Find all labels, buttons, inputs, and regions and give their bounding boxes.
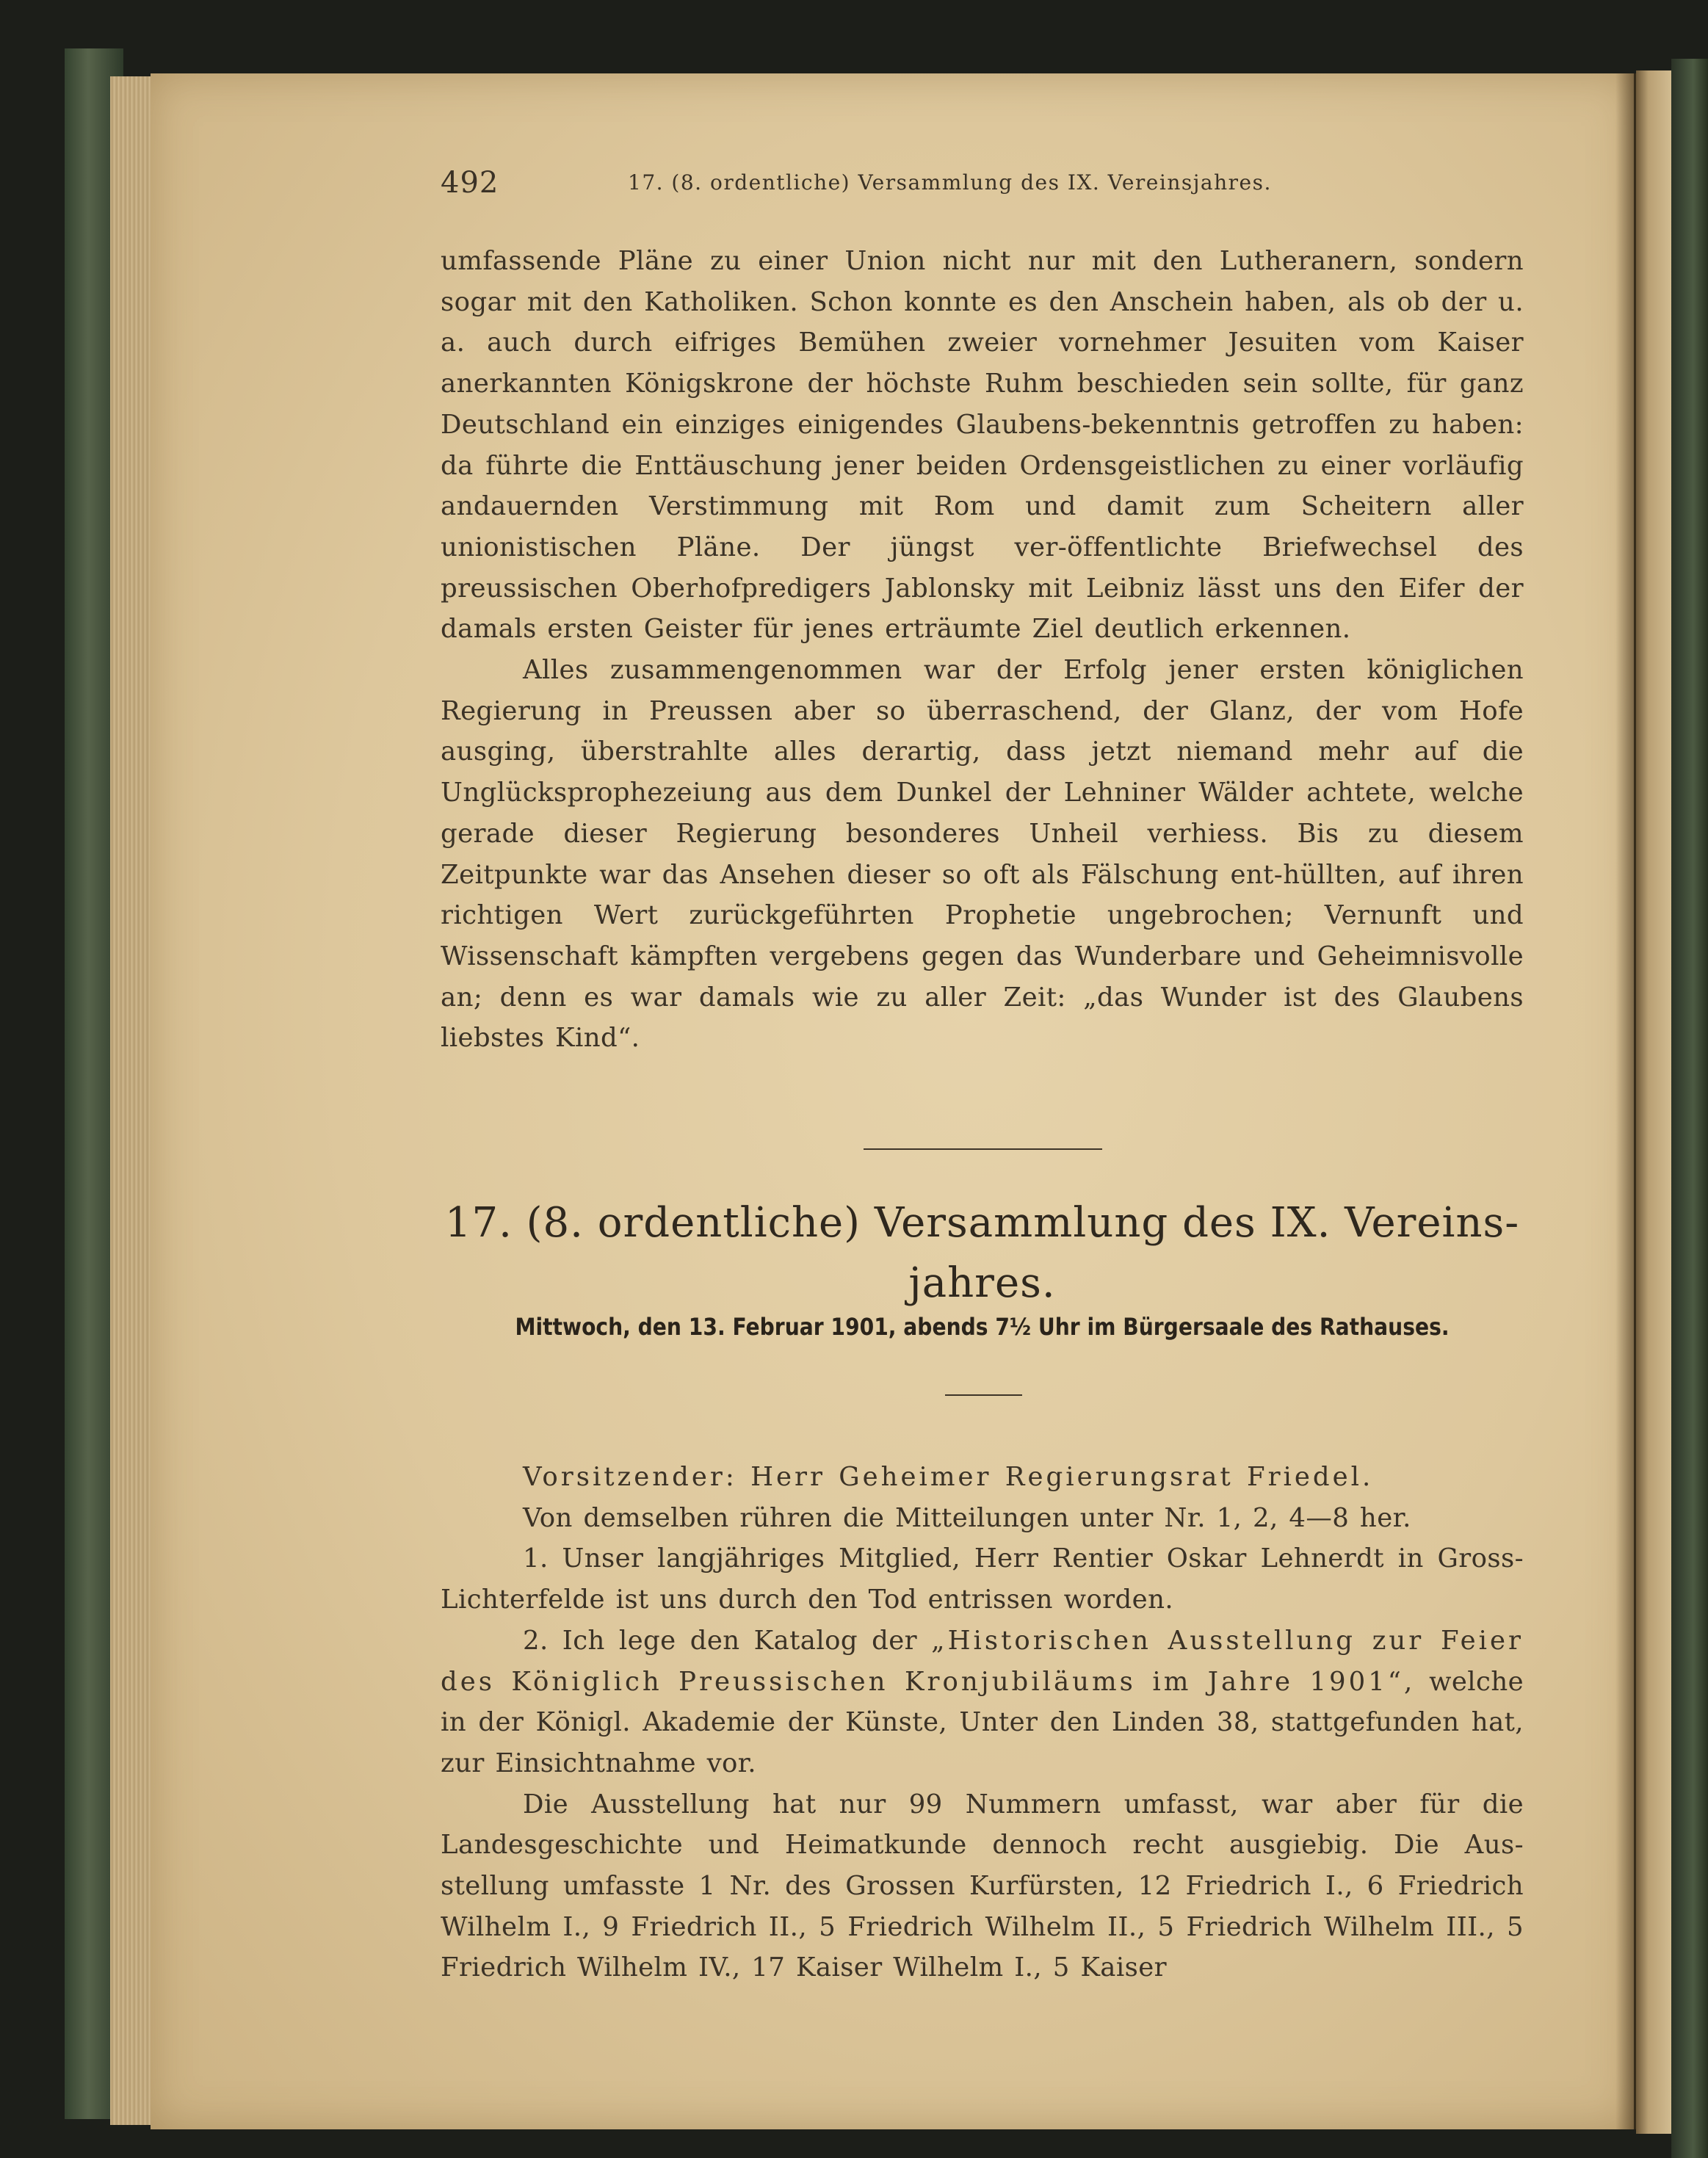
running-head — [441, 162, 1524, 201]
chair-text: Vorsitzender: Herr Geheimer Regierungsrat Friedel. — [523, 1462, 1374, 1492]
item-2-pre: 2. Ich lege den Katalog der — [523, 1625, 932, 1656]
item-1: 1. Unser langjähriges Mitglied, Herr Rentier Oskar Lehnerdt in Gross-Lichterfelde ist uns durch den Tod entrissen worden. — [441, 1543, 1524, 1615]
note-line: Von demselben rühren die Mitteilungen unter Nr. 1, 2, 4—8 her. — [523, 1502, 1411, 1533]
item-2-catalog-title: „Historischen Ausstellung zur Feier des Königlich Preussischen Kronjubiläums im Jahre 1901“, — [441, 1625, 1524, 1697]
item-2 — [441, 1621, 1524, 1784]
page-number: 492 — [441, 166, 499, 200]
chair-line — [441, 1457, 1524, 1498]
section-divider — [864, 1148, 1102, 1150]
item-2-post: welche in der Königl. Akademie der Künste, Unter den Linden 38, stattgefunden hat, zur Einsichtnahme vor. — [441, 1666, 1524, 1778]
section-title-line-1: 17. (8. ordentliche) Versammlung des IX. Vereins- — [444, 1199, 1520, 1247]
running-head-title: 17. (8. ordentliche) Versammlung des IX. Vereinsjahres. — [628, 170, 1272, 195]
book-binding-right — [1671, 59, 1708, 2158]
exhibition-paragraph: Die Ausstellung hat nur 99 Nummern umfasst, war aber für die Landesgeschichte und Heimatkunde dennoch recht ausgiebig. Die Aus-stellung umfasste 1 Nr. des Grossen Kurfürsten, 12 Friedrich I., 6 Friedrich Wilhelm I., 9 Friedrich II., 5 Friedrich Wilhelm II., 5 Friedrich Wilhelm III., 5 Friedrich Wilhelm IV., 17 Kaiser Wilhelm I., 5 Kaiser — [441, 1789, 1524, 1983]
section-title-line-2: jahres. — [908, 1259, 1056, 1307]
paragraph-2: Alles zusammengenommen war der Erfolg jener ersten königlichen Regierung in Preussen aber so überraschend, der Glanz, der vom Hofe ausging, überstrahlte alles derartig, dass jetzt niemand mehr auf die Unglücksprophezeiung aus dem Dunkel der Lehniner Wälder achtete, welche gerade dieser Regierung besonderes Unheil verhiess. Bis zu diesem Zeitpunkte war das Ansehen dieser so oft als Fälschung ent-hüllten, auf ihren richtigen Wert zurückgeführten Prophetie ungebrochen; Vernunft und Wissenschaft kämpften vergebens gegen das Wunderbare und Geheimnisvolle an; denn es war damals wie zu aller Zeit: „das Wunder ist des Glaubens liebstes Kind“. — [441, 655, 1524, 1054]
facing-page-edge — [1636, 70, 1671, 2134]
paragraph-1: umfassende Pläne zu einer Union nicht nur mit den Lutheranern, sondern sogar mit den Katholiken. Schon konnte es den Anschein haben, als ob der u. a. auch durch eifriges Bemühen zweier vornehmer Jesuiten vom Kaiser anerkannten Königskrone der höchste Ruhm beschieden sein sollte, für ganz Deutschland ein einziges einigendes Glaubens-bekenntnis getroffen zu haben: da führte die Enttäuschung jener beiden Ordensgeistlichen zu einer vorläufig andauernden Verstimmung mit Rom und damit zum Scheitern aller unionistischen Pläne. Der jüngst ver-öffentlichte Briefwechsel des preussischen Oberhofpredigers Jablonsky mit Leibniz lässt uns den Eifer der damals ersten Geister für jenes erträumte Ziel deutlich erkennen. — [441, 246, 1524, 645]
minutes-text — [441, 1457, 1524, 1988]
page-edges — [110, 76, 154, 2125]
page-gutter-shadow — [1615, 73, 1636, 2129]
subtitle-divider — [945, 1394, 1022, 1396]
section-title — [441, 1193, 1524, 1314]
section-subtitle: Mittwoch, den 13. Februar 1901, abends 7½ Uhr im Bürgersaale des Rathauses. — [515, 1313, 1450, 1341]
body-text — [441, 241, 1524, 1059]
